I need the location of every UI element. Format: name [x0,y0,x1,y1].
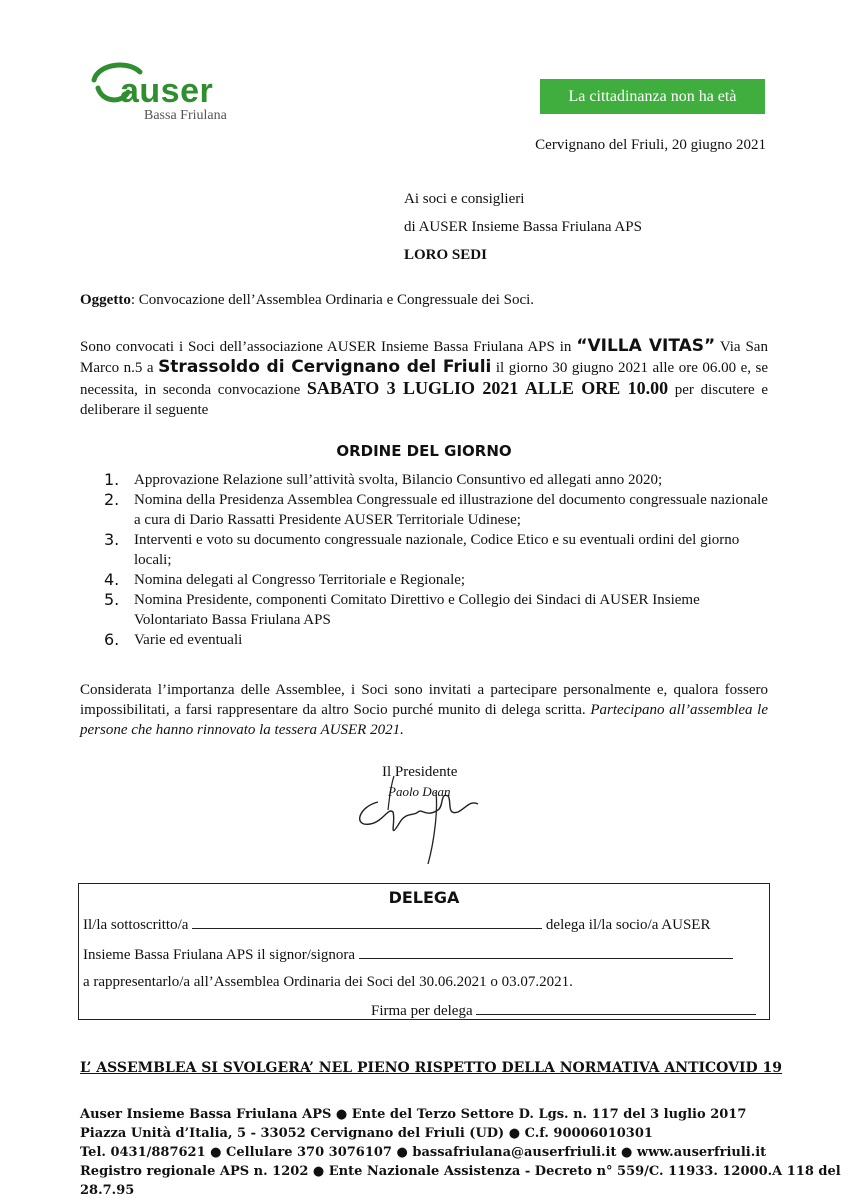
agenda-item-text: Nomina delegati al Congresso Territoriale e Regionale; [134,572,466,588]
agenda-item-number: 3. [104,530,120,549]
addressee-line: LORO SEDI [404,247,487,263]
logo-wordmark: auser [120,72,214,110]
place-name: Strassoldo di Cervignano del Friuli [158,357,492,377]
agenda-item-number: 5. [104,590,120,609]
agenda-title: ORDINE DEL GIORNO [336,442,512,460]
agenda-item [104,530,768,570]
agenda-item-number: 1. [104,470,120,489]
agenda-item-number: 4. [104,570,120,589]
footer [80,1105,848,1200]
footer-line: Registro regionale APS n. 1202 ● Ente Nazionale Assistenza - Decreto n° 559/C. 11933. 12000.A 118 del 28.7.95 [80,1164,841,1198]
footer-line: Auser Insieme Bassa Friulana APS ● Ente del Terzo Settore D. Lgs. n. 117 del 3 luglio 2017 [80,1107,747,1122]
intro-text: Sono convocati i Soci dell’associazione AUSER Insieme Bassa Friulana APS in [80,339,577,355]
delegator-name-field[interactable] [192,914,542,929]
footer-line: Tel. 0431/887621 ● Cellulare 370 3076107 ● bassafriulana@auserfriuli.it ● www.auserfriuli.it [80,1145,767,1160]
subject-line [80,292,534,309]
subject-label: Oggetto [80,292,131,308]
subject-text: : Convocazione dell’Assemblea Ordinaria e Congressuale dei Soci. [130,292,535,308]
signature-field[interactable] [476,1000,756,1015]
agenda-item-text: Approvazione Relazione sull’attività svolta, Bilancio Consuntivo ed allegati anno 2020; [134,472,663,488]
footer-line: Piazza Unità d’Italia, 5 - 33052 Cervignano del Friuli (UD) ● C.f. 90006010301 [80,1126,653,1141]
closing-text: Considerata l’importanza delle Assemblee, i Soci sono invitati a partecipare personalmente e, qualora fossero impossibilitati, a farsi rappresentare da altro Socio purché munito di delega scritta. [80,682,768,718]
signature-title: Il Presidente [382,764,458,780]
addressee-block [404,185,642,269]
addressee-line: Ai soci e consiglieri [404,191,525,207]
agenda-item-text: Varie ed eventuali [134,632,243,648]
delega-text: delega il/la socio/a AUSER [545,917,711,933]
signature-block [348,752,498,870]
agenda-list [104,470,768,650]
intro-text: Via San Marco n.5 a [80,339,768,376]
auser-logo [88,58,258,128]
closing-note: Partecipano all’assemblea le persone che hanno rinnovato la tessera AUSER 2021. [80,702,769,738]
delega-line-1 [83,914,710,934]
delega-text: Insieme Bassa Friulana APS il signor/signora [83,947,356,963]
venue-name: “VILLA VITAS” [576,336,716,356]
tagline-banner: La cittadinanza non ha età [540,79,765,114]
intro-paragraph [80,336,768,420]
delega-text: Il/la sottoscritto/a [83,917,189,933]
closing-paragraph [80,680,768,740]
delegate-name-field[interactable] [359,944,733,959]
delega-line-2 [83,944,733,964]
agenda-item-number: 6. [104,630,120,649]
agenda-item-text: Nomina Presidente, componenti Comitato Direttivo e Collegio dei Sindaci di AUSER Insieme Volontariato Bassa Friulana APS [134,592,700,628]
agenda-item [104,490,768,530]
agenda-item-number: 2. [104,490,120,509]
delega-line-4 [371,1000,756,1020]
logo-subtitle: Bassa Friulana [144,108,227,123]
delega-line-3: a rappresentarlo/a all’Assemblea Ordinaria dei Soci del 30.06.2021 o 03.07.2021. [83,974,573,990]
dateline: Cervignano del Friuli, 20 giugno 2021 [535,137,766,153]
intro-text: il giorno 30 giugno 2021 alle ore 06.00 e, se necessita, in seconda convocazione [80,360,768,398]
agenda-item [104,590,768,630]
agenda-item [104,630,768,650]
intro-text: per discutere e deliberare il seguente [80,382,769,418]
agenda-item [104,470,768,490]
addressee-line: di AUSER Insieme Bassa Friulana APS [404,219,642,235]
signature-name: Paolo Dean [388,784,451,799]
agenda-item-text: Interventi e voto su documento congressuale nazionale, Codice Etico e su eventuali ordini del giorno locali; [134,532,740,568]
delega-form [78,883,770,1020]
delega-title: DELEGA [388,888,460,907]
delega-text: Firma per delega [371,1003,473,1019]
second-convocation: SABATO 3 LUGLIO 2021 ALLE ORE 10.00 [306,378,669,398]
agenda-item-text: Nomina della Presidenza Assemblea Congressuale ed illustrazione del documento congressuale nazionale a cura di Dario Rassatti Presidente AUSER Territoriale Udinese; [134,492,768,528]
agenda-item [104,570,768,590]
covid-notice: L’ ASSEMBLEA SI SVOLGERA’ NEL PIENO RISPETTO DELLA NORMATIVA ANTICOVID 19 [80,1060,783,1076]
